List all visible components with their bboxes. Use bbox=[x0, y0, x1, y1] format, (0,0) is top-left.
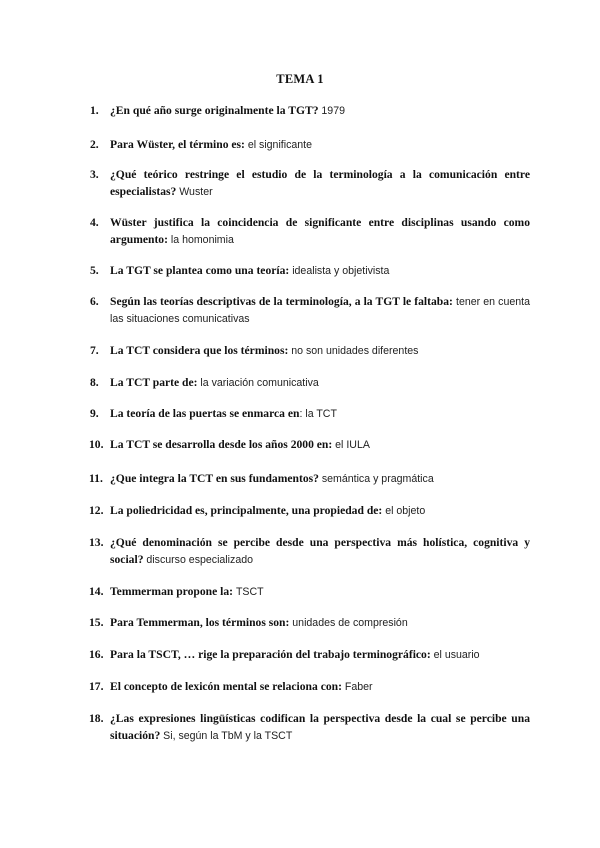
question-number: 18. bbox=[89, 712, 104, 725]
question-text: Wüster justifica la coincidencia de significante entre disciplinas usando como argumento: bbox=[110, 216, 530, 246]
question-text: ¿En qué año surge originalmente la TGT? bbox=[110, 104, 319, 117]
question-text: ¿Qué teórico restringe el estudio de la terminología a la comunicación entre especialistas? bbox=[110, 168, 530, 198]
question-number: 4. bbox=[90, 216, 99, 229]
answer-text: el significante bbox=[247, 139, 313, 151]
question-number: 11. bbox=[89, 472, 103, 485]
question-item-4 bbox=[90, 215, 530, 248]
question-number: 6. bbox=[90, 295, 99, 308]
answer-text: la homonimia bbox=[170, 233, 234, 246]
answer-text: Wuster bbox=[179, 185, 213, 198]
question-item-14 bbox=[90, 584, 530, 601]
answer-text: TSCT bbox=[235, 586, 264, 598]
question-text: Según las teorías descriptivas de la terminología, a la TGT le faltaba: bbox=[110, 295, 453, 308]
answer-text: el usuario bbox=[433, 649, 480, 661]
question-item-11 bbox=[90, 471, 530, 488]
answer-text: el IULA bbox=[335, 439, 370, 451]
question-text: ¿Que integra la TCT en sus fundamentos? bbox=[110, 472, 319, 485]
question-item-16 bbox=[90, 647, 530, 664]
question-item-8 bbox=[90, 375, 530, 392]
question-text: La teoría de las puertas se enmarca en bbox=[110, 407, 300, 420]
question-item-15 bbox=[90, 615, 530, 632]
question-text: La TCT se desarrolla desde los años 2000 en: bbox=[110, 438, 333, 451]
question-number: 15. bbox=[89, 616, 104, 629]
question-number: 16. bbox=[89, 648, 104, 661]
question-text: La poliedricidad es, principalmente, una propiedad de: bbox=[110, 504, 383, 517]
question-item-2 bbox=[90, 137, 530, 154]
answer-text: : la TCT bbox=[299, 408, 337, 420]
page-title: TEMA 1 bbox=[276, 72, 324, 86]
question-item-10 bbox=[90, 437, 530, 454]
answer-text: Faber bbox=[344, 681, 373, 693]
question-text: ¿Qué denominación se percibe desde una perspectiva más holística, cognitiva y social? bbox=[110, 536, 530, 566]
question-number: 9. bbox=[90, 407, 99, 420]
answer-text: idealista y objetivista bbox=[292, 265, 390, 277]
question-item-12 bbox=[90, 503, 530, 520]
answer-text: la variación comunicativa bbox=[200, 377, 319, 389]
answer-text: semántica y pragmática bbox=[321, 473, 434, 485]
question-item-5 bbox=[90, 263, 530, 280]
answer-text: el objeto bbox=[385, 505, 426, 517]
question-number: 5. bbox=[90, 264, 99, 277]
question-item-3 bbox=[90, 167, 530, 200]
question-text: Para Wüster, el término es: bbox=[110, 138, 245, 151]
answer-text: tener en cuenta las situaciones comunicativas bbox=[110, 296, 530, 325]
question-text: Para la TSCT, … rige la preparación del trabajo terminográfico: bbox=[110, 648, 431, 661]
answer-text: discurso especializado bbox=[146, 553, 253, 566]
question-number: 1. bbox=[90, 104, 99, 117]
question-text: La TGT se plantea como una teoría: bbox=[110, 264, 290, 277]
question-item-7 bbox=[90, 343, 530, 360]
question-number: 14. bbox=[89, 585, 104, 598]
answer-text: 1979 bbox=[321, 105, 345, 117]
question-number: 17. bbox=[89, 680, 104, 693]
question-number: 2. bbox=[90, 138, 99, 151]
question-text: La TCT parte de: bbox=[110, 376, 198, 389]
question-number: 10. bbox=[89, 438, 104, 451]
question-item-1 bbox=[90, 103, 530, 120]
question-item-17 bbox=[90, 679, 530, 696]
question-item-9 bbox=[90, 406, 530, 423]
question-number: 7. bbox=[90, 344, 99, 357]
question-number: 13. bbox=[89, 536, 104, 549]
question-number: 3. bbox=[90, 168, 99, 181]
question-item-6 bbox=[90, 294, 530, 327]
answer-text: Si, según la TbM y la TSCT bbox=[163, 729, 293, 742]
answer-text: unidades de compresión bbox=[292, 617, 408, 629]
question-number: 12. bbox=[89, 504, 104, 517]
question-text: El concepto de lexicón mental se relaciona con: bbox=[110, 680, 342, 693]
question-text: La TCT considera que los términos: bbox=[110, 344, 289, 357]
question-text: Para Temmerman, los términos son: bbox=[110, 616, 290, 629]
answer-text: no son unidades diferentes bbox=[291, 345, 419, 357]
question-text: ¿Las expresiones lingüísticas codifican la perspectiva desde la cual se percibe una situación? bbox=[110, 712, 530, 742]
question-item-18 bbox=[90, 711, 530, 744]
question-text: Temmerman propone la: bbox=[110, 585, 234, 598]
question-number: 8. bbox=[90, 376, 99, 389]
question-item-13 bbox=[90, 535, 530, 568]
